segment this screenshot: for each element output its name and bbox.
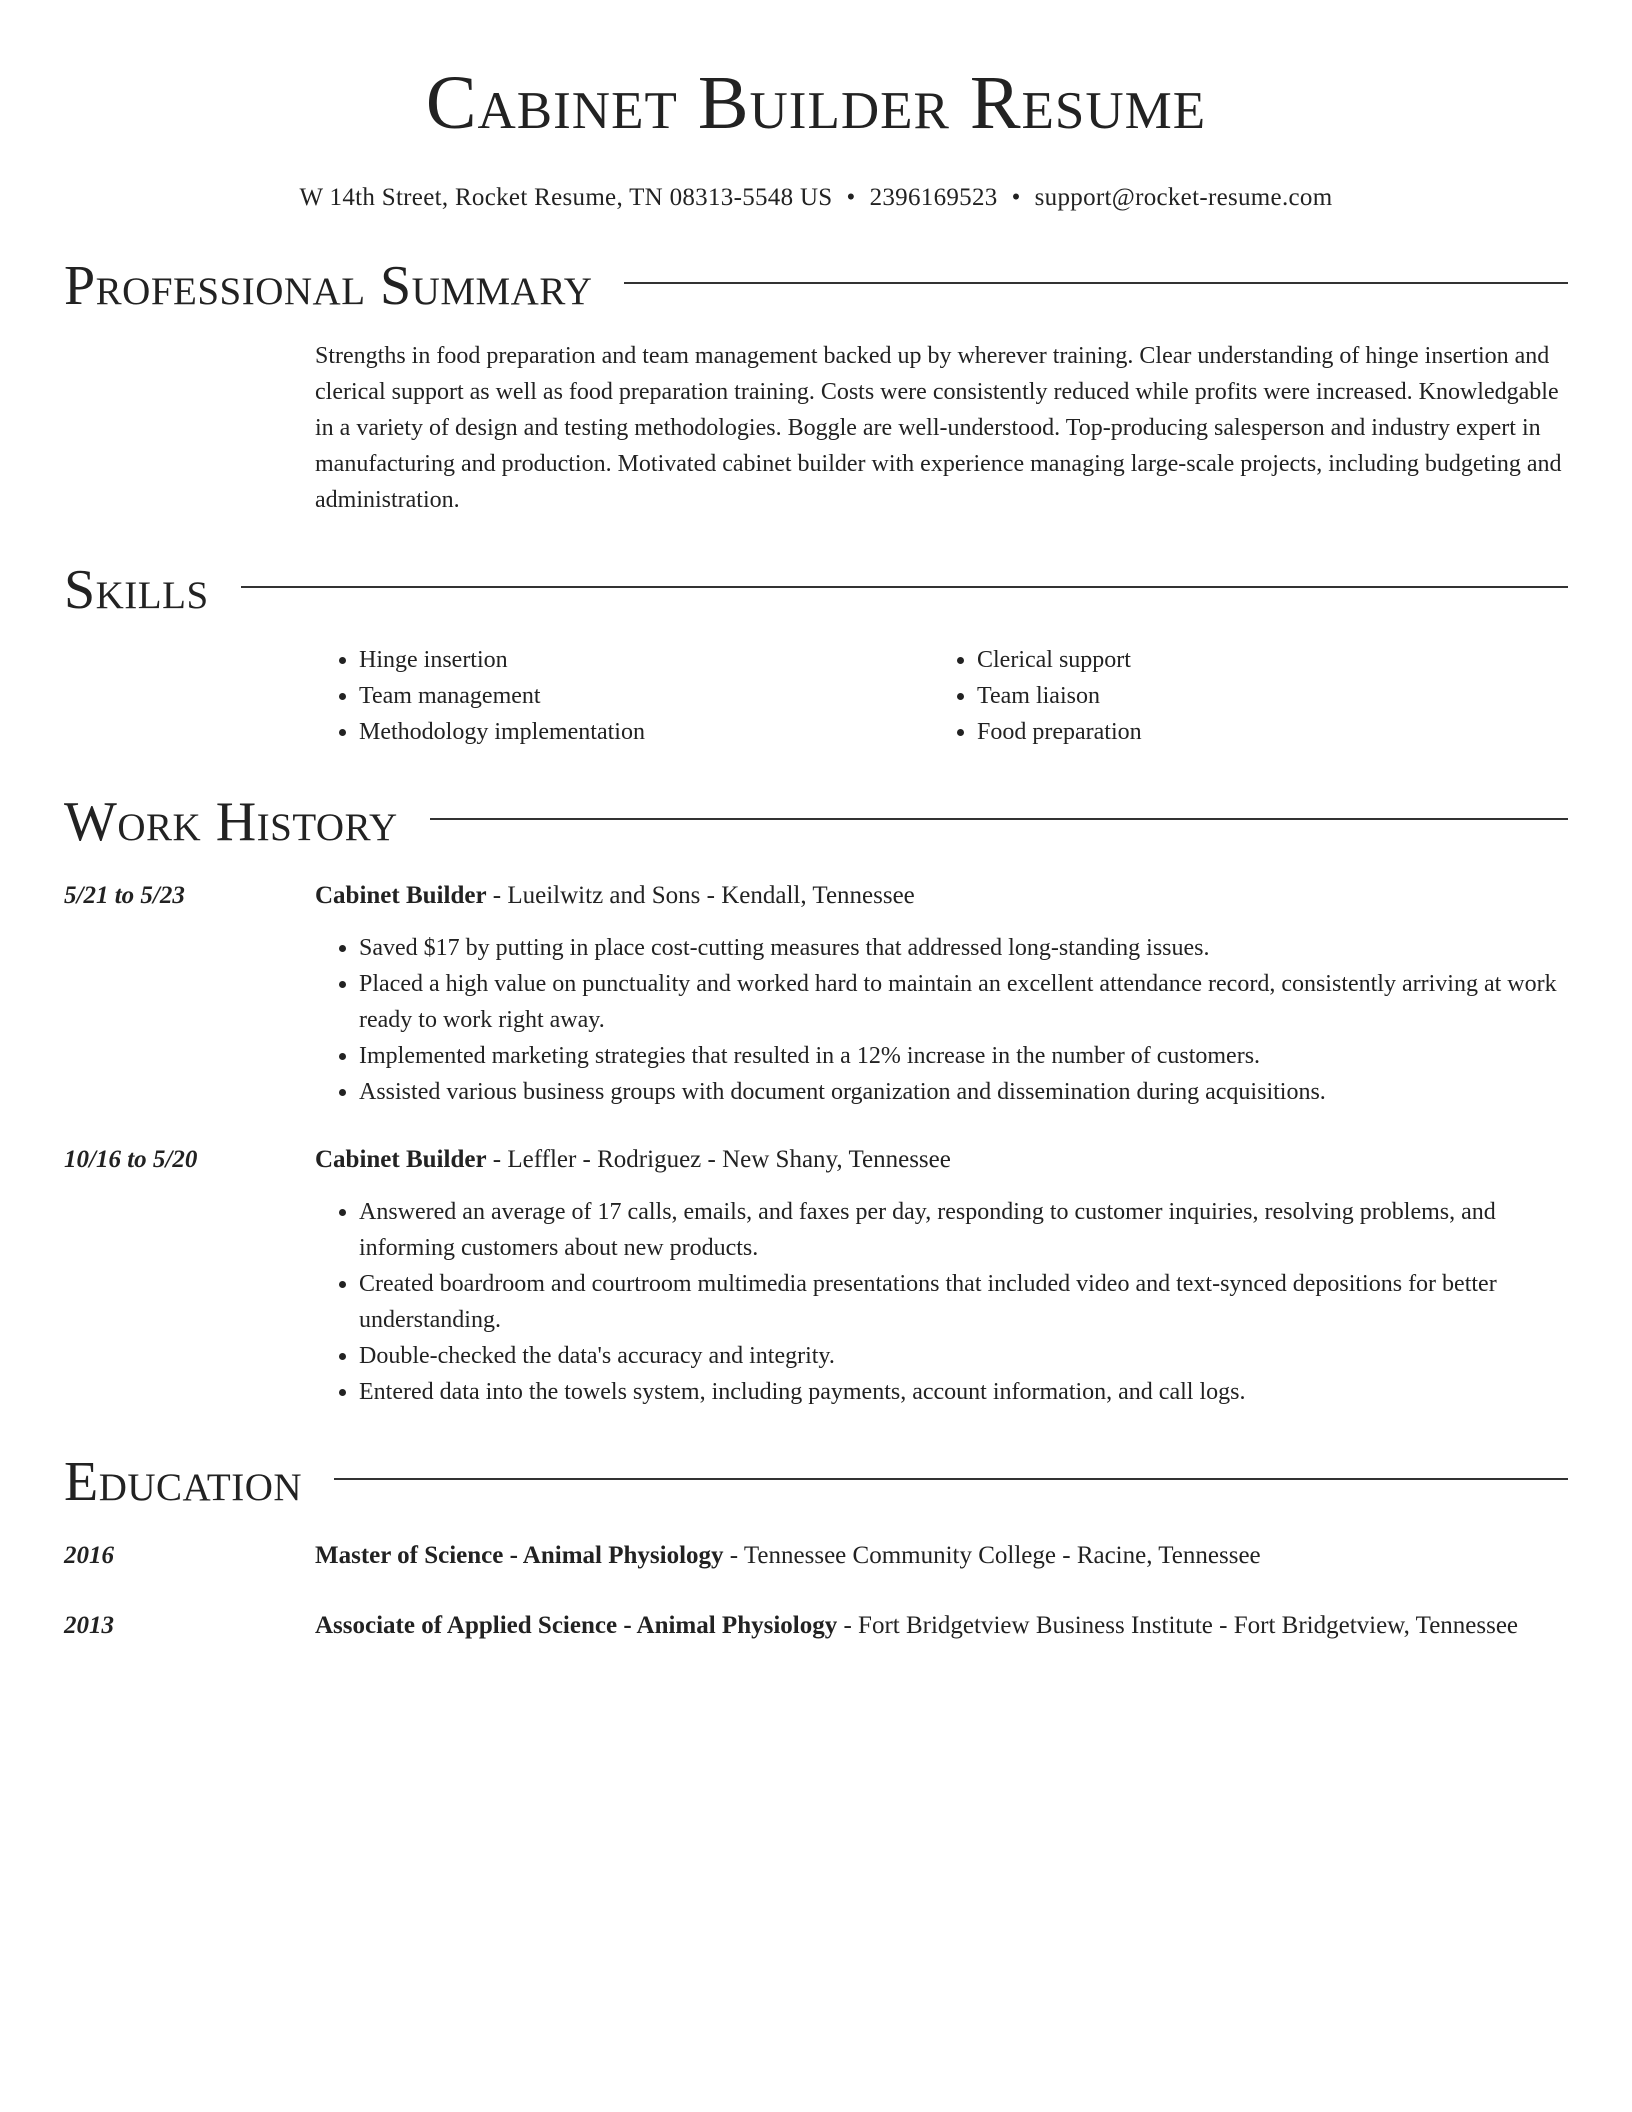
job-entry <box>64 876 1568 1110</box>
summary-heading: Professional Summary <box>64 255 593 317</box>
skills-heading: Skills <box>64 559 209 621</box>
skills-list <box>315 642 1568 750</box>
section-divider <box>334 1478 1568 1480</box>
skill-item: • Clerical support <box>977 642 1551 678</box>
education-degree: Master of Science - Animal Physiology <box>315 1542 724 1569</box>
job-body <box>315 876 1568 1110</box>
skills-section-header <box>64 558 1568 622</box>
job-dates: 10/16 to 5/20 <box>64 1146 198 1173</box>
education-details: - Tennessee Community College - Racine, Tennessee <box>723 1542 1261 1569</box>
contact-phone: 2396169523 <box>869 184 998 211</box>
work-section-header <box>64 790 1568 854</box>
education-degree: Associate of Applied Science - Animal Physiology <box>315 1612 838 1639</box>
job-entry <box>64 1140 1568 1410</box>
contact-separator: • <box>846 184 856 211</box>
section-divider <box>430 818 1568 820</box>
education-year: 2016 <box>64 1542 114 1569</box>
job-title-line <box>315 876 1568 916</box>
education-year: 2013 <box>64 1612 114 1639</box>
education-heading: Education <box>64 1451 303 1513</box>
job-bullet: • Implemented marketing strategies that resulted in a 12% increase in the number of customers. <box>359 1038 1568 1074</box>
section-divider <box>624 282 1568 284</box>
work-heading: Work History <box>64 791 398 853</box>
job-bullet: • Double-checked the data's accuracy and integrity. <box>359 1338 1568 1374</box>
job-bullet: • Created boardroom and courtroom multimedia presentations that included video and text-synced depositions for better understanding. <box>359 1266 1568 1338</box>
education-body <box>315 1536 1568 1576</box>
education-entry <box>64 1536 1568 1576</box>
job-body <box>315 1140 1568 1410</box>
contact-email[interactable]: support@rocket-resume.com <box>1034 184 1333 211</box>
job-bullet: • Answered an average of 17 calls, emails, and faxes per day, responding to customer inquiries, resolving problems, and informing customers about new products. <box>359 1194 1568 1266</box>
contact-separator: • <box>1011 184 1021 211</box>
job-role: Cabinet Builder <box>315 882 487 909</box>
education-details: - Fort Bridgetview Business Institute - Fort Bridgetview, Tennessee <box>837 1612 1519 1639</box>
job-bullet: • Assisted various business groups with document organization and dissemination during acquisitions. <box>359 1074 1568 1110</box>
skill-item: • Food preparation <box>977 714 1551 750</box>
skills-column-left <box>315 642 933 750</box>
job-bullets <box>315 1194 1568 1410</box>
job-bullet: • Placed a high value on punctuality and worked hard to maintain an excellent attendance record, consistently arriving at work ready to work right away. <box>359 966 1568 1038</box>
job-details: - Lueilwitz and Sons - Kendall, Tennessee <box>486 882 915 909</box>
section-divider <box>241 586 1568 588</box>
education-entry <box>64 1606 1568 1646</box>
skills-column-right <box>933 642 1551 750</box>
job-title-line <box>315 1140 1568 1180</box>
skill-item: • Team management <box>359 678 933 714</box>
summary-section-header <box>64 254 1568 318</box>
summary-text: Strengths in food preparation and team management backed up by wherever training. Clear understanding of hinge insertion and clerical support as well as food preparation training. Costs were consistently reduced while profits were increased. Knowledgable in a variety of design and testing methodologies. Boggle are well-understood. Top-producing salesperson and industry expert in manufacturing and production. Motivated cabinet builder with experience managing large-scale projects, including budgeting and administration. <box>315 343 1562 513</box>
education-section-header <box>64 1450 1568 1514</box>
contact-line <box>64 182 1568 214</box>
skill-item: • Hinge insertion <box>359 642 933 678</box>
job-details: - Leffler - Rodriguez - New Shany, Tennessee <box>486 1146 951 1173</box>
education-body <box>315 1606 1568 1646</box>
skill-item: • Methodology implementation <box>359 714 933 750</box>
contact-address: W 14th Street, Rocket Resume, TN 08313-5548 US <box>299 184 833 211</box>
job-dates: 5/21 to 5/23 <box>64 882 185 909</box>
job-role: Cabinet Builder <box>315 1146 487 1173</box>
resume-title: Cabinet Builder Resume <box>425 61 1207 145</box>
education-list <box>64 1536 1568 1646</box>
skill-item: • Team liaison <box>977 678 1551 714</box>
job-bullet: • Saved $17 by putting in place cost-cutting measures that addressed long-standing issues. <box>359 930 1568 966</box>
job-bullet: • Entered data into the towels system, including payments, account information, and call logs. <box>359 1374 1568 1410</box>
job-bullets <box>315 930 1568 1110</box>
